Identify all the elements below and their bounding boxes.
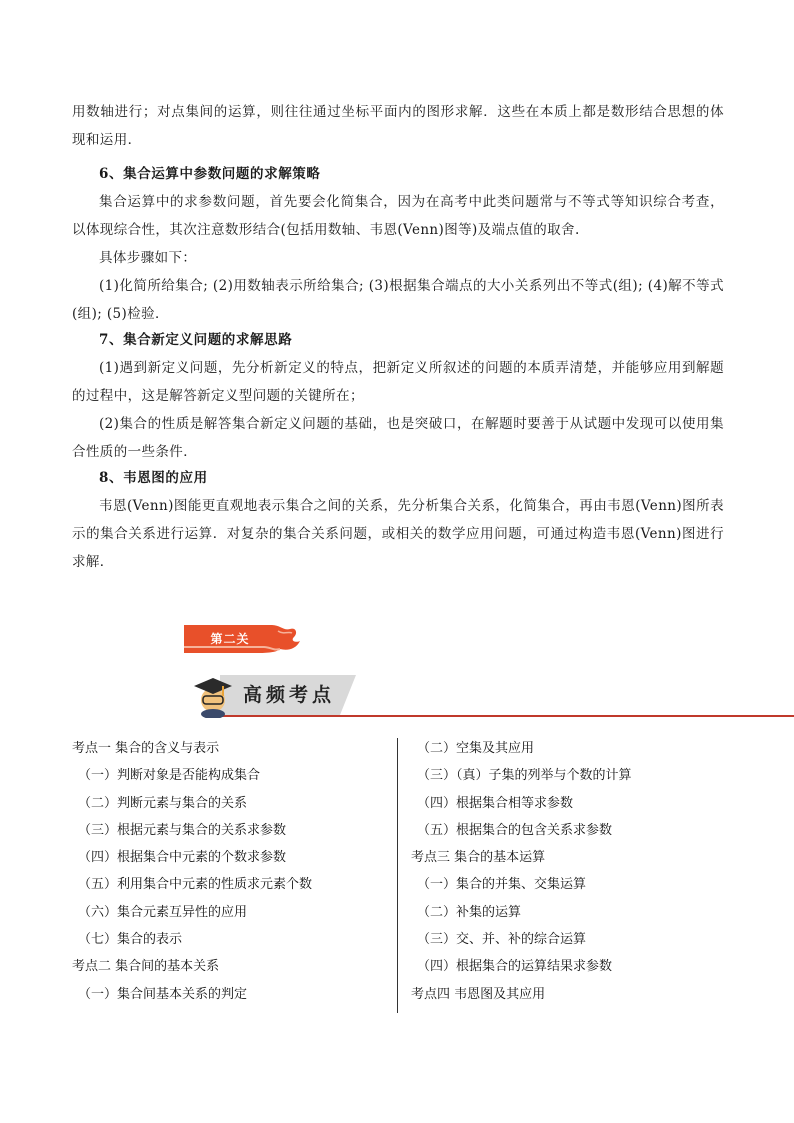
section-title: 高频考点 xyxy=(243,684,336,706)
column-divider xyxy=(397,738,398,1013)
heading-7: 7、集合新定义问题的求解思路 xyxy=(99,332,293,348)
toc-item: （一）判断对象是否能构成集合 xyxy=(78,768,261,784)
heading-8: 8、韦恩图的应用 xyxy=(99,470,208,486)
toc-item: 考点一 集合的含义与表示 xyxy=(72,741,220,756)
toc-item: （二）空集及其应用 xyxy=(417,741,535,756)
toc-item: （一）集合间基本关系的判定 xyxy=(78,986,248,1002)
paragraph-6c: (1)化简所给集合; (2)用数轴表示所给集合; (3)根据集合端点的大小关系列出不等式(组); (4)解不等式(组); (5)检验． xyxy=(72,278,724,322)
toc-item: （一）集合的并集、交集运算 xyxy=(417,877,587,893)
toc-item: （四）根据集合的运算结果求参数 xyxy=(417,959,613,975)
paragraph-6a: 集合运算中的求参数问题，首先要会化简集合，因为在高考中此类问题常与不等式等知识综合考查，以体现综合性，其次注意数形结合(包括用数轴、韦恩(Venn)图等)及端点值的取舍. xyxy=(72,194,724,238)
toc-item: （四）根据集合相等求参数 xyxy=(417,795,574,811)
toc-left-column xyxy=(72,738,312,1011)
intro-paragraph: 用数轴进行；对点集间的运算，则往往通过坐标平面内的图形求解．这些在本质上都是数形结合思想的体现和运用． xyxy=(72,104,724,148)
toc-item: （三）根据元素与集合的关系求参数 xyxy=(78,822,287,838)
paragraph-6b: 具体步骤如下： xyxy=(99,250,197,266)
toc-item: （三）交、并、补的综合运算 xyxy=(417,932,587,948)
paragraph-7b: (2)集合的性质是解答集合新定义问题的基础，也是突破口，在解题时要善于从试题中发现可以使用集合性质的一些条件． xyxy=(72,416,724,460)
toc-item: （五）根据集合的包含关系求参数 xyxy=(417,822,613,838)
ribbon-label: 第二关 xyxy=(210,632,250,646)
toc-item: （六）集合元素互异性的应用 xyxy=(78,904,248,920)
toc-right-column xyxy=(411,738,632,1011)
graduate-mascot-icon xyxy=(192,670,234,718)
paragraph-8a: 韦恩(Venn)图能更直观地表示集合之间的关系，先分析集合关系，化简集合，再由韦恩(Venn)图所表示的集合关系进行运算．对复杂的集合关系问题，或相关的数学应用问题，可通过构造韦恩(Venn)图进行求解． xyxy=(72,498,724,570)
toc-item: （二）补集的运算 xyxy=(417,904,522,920)
toc-item: （二）判断元素与集合的关系 xyxy=(78,795,248,811)
paragraph-7a: (1)遇到新定义问题，先分析新定义的特点，把新定义所叙述的问题的本质弄清楚，并能够应用到解题的过程中，这是解答新定义型问题的关键所在； xyxy=(72,360,724,404)
toc-item: 考点四 韦恩图及其应用 xyxy=(411,986,546,1002)
toc-item: （七）集合的表示 xyxy=(78,932,183,948)
toc-item: （五）利用集合中元素的性质求元素个数 xyxy=(78,877,313,893)
heading-6: 6、集合运算中参数问题的求解策略 xyxy=(99,166,321,182)
toc-item: 考点三 集合的基本运算 xyxy=(411,850,546,866)
toc-item: （三）（真）子集的列举与个数的计算 xyxy=(417,768,632,784)
toc-item: （四）根据集合中元素的个数求参数 xyxy=(78,850,287,866)
toc-item: 考点二 集合间的基本关系 xyxy=(72,959,220,975)
